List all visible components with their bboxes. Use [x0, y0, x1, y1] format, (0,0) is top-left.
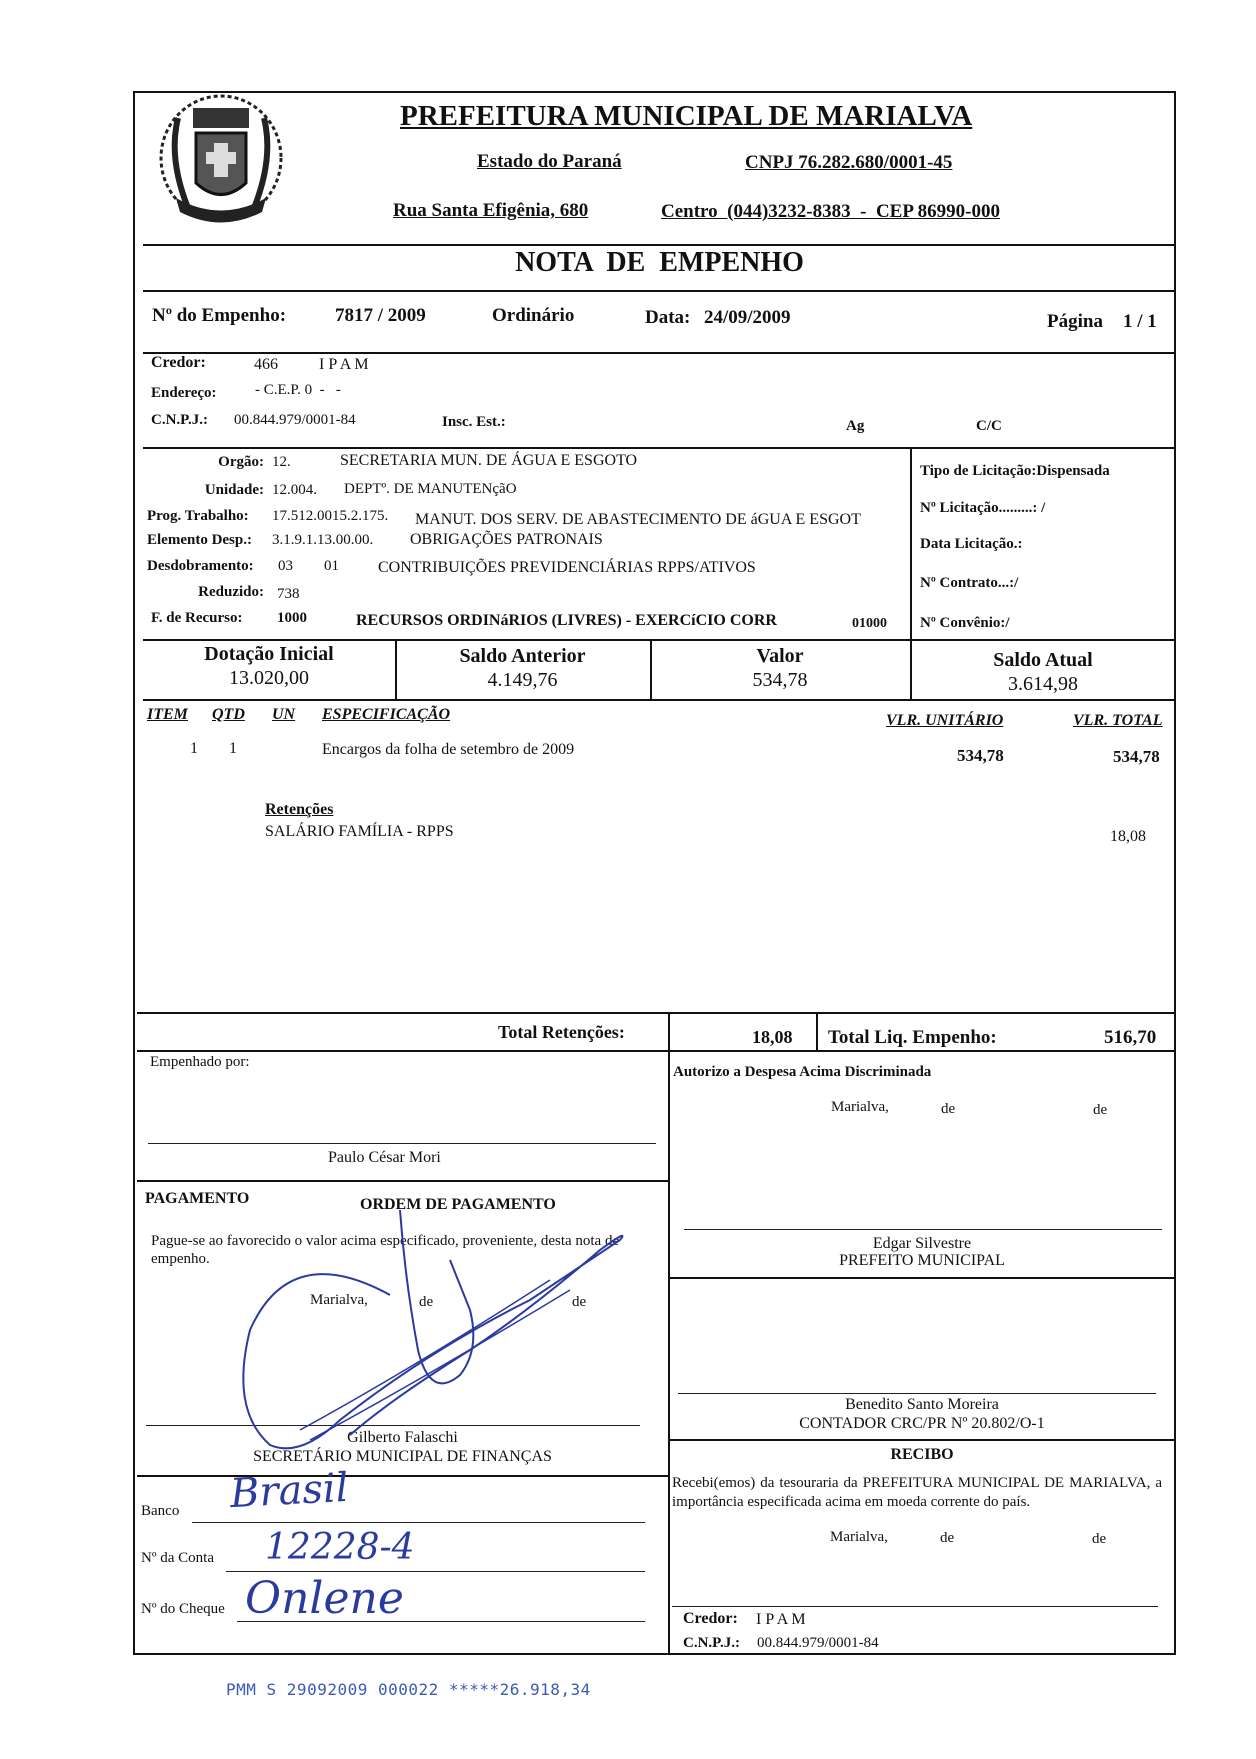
cnpj-header: CNPJ 76.282.680/0001-45	[745, 152, 953, 173]
page-label: Página	[1047, 311, 1103, 332]
col-qtd: QTD	[212, 706, 245, 723]
credor-cnpj: 00.844.979/0001-84	[234, 412, 356, 428]
prefeito-role: PREFEITO MUNICIPAL	[839, 1252, 1005, 1269]
row-item: 1	[190, 740, 198, 757]
retencao-value: 18,08	[1110, 828, 1146, 845]
elemento-code: 3.1.9.1.13.00.00.	[272, 532, 374, 548]
empenho-number-label: Nº do Empenho:	[152, 305, 287, 326]
licitacao-numero: Nº Licitação.........: /	[920, 500, 1046, 516]
prog-trabalho-code: 17.512.0015.2.175.	[272, 508, 389, 524]
col-total-value: VLR. TOTAL	[1073, 712, 1163, 729]
autorizo-label: Autorizo a Despesa Acima Discriminada	[673, 1064, 932, 1080]
saldo-anterior-value: 4.149,76	[487, 669, 558, 691]
cheque-handwritten: Onlene	[245, 1573, 404, 1624]
col-unit-value: VLR. UNITÁRIO	[886, 712, 1004, 729]
total-liq-label: Total Liq. Empenho:	[828, 1027, 997, 1048]
credor-name: I P A M	[319, 356, 369, 373]
col-spec: ESPECIFICAÇÃO	[322, 706, 451, 723]
payment-stamp: PMM S 29092009 000022 *****26.918,34	[226, 1680, 591, 1699]
secretario-role: SECRETÁRIO MUNICIPAL DE FINANÇAS	[253, 1448, 552, 1465]
total-liq-value: 516,70	[1104, 1027, 1157, 1048]
recurso-label: F. de Recurso:	[151, 610, 243, 626]
recibo-title: RECIBO	[890, 1446, 954, 1463]
total-retencoes-value: 18,08	[752, 1027, 793, 1047]
contador-role: CONTADOR CRC/PR Nº 20.802/O-1	[799, 1415, 1045, 1432]
empenho-date-label: Data:	[645, 307, 691, 328]
unidade-code: 12.004.	[272, 482, 317, 498]
pagamento-city: Marialva,	[310, 1292, 368, 1308]
orgao-name: SECRETARIA MUN. DE ÁGUA E ESGOTO	[340, 452, 638, 469]
account-label: C/C	[976, 418, 1002, 434]
licitacao-data: Data Licitação.:	[920, 536, 1023, 552]
credor-label: Credor:	[151, 354, 206, 371]
empenho-date: 24/09/2009	[704, 307, 791, 328]
unidade-label: Unidade:	[204, 482, 264, 498]
municipality-title: PREFEITURA MUNICIPAL DE MARIALVA	[400, 100, 973, 132]
retencao-name: SALÁRIO FAMÍLIA - RPPS	[265, 823, 454, 840]
total-retencoes-label: Total Retenções:	[498, 1022, 625, 1042]
empenho-type: Ordinário	[492, 305, 575, 326]
desdobramento-label: Desdobramento:	[147, 558, 254, 574]
elemento-name: OBRIGAÇÕES PATRONAIS	[410, 531, 603, 548]
saldo-atual-label: Saldo Atual	[993, 649, 1093, 671]
page-number: 1 / 1	[1123, 311, 1157, 332]
col-item: ITEM	[147, 706, 188, 723]
pagamento-text: Pague-se ao favorecido o valor acima especificado, proveniente, desta nota de empenho.	[151, 1233, 620, 1267]
cnpj-label: C.N.P.J.:	[151, 412, 208, 428]
pagamento-de2: de	[572, 1294, 587, 1310]
recurso-suffix: 01000	[852, 616, 887, 631]
desdobramento-name: CONTRIBUIÇÕES PREVIDENCIÁRIAS RPPS/ATIVOS	[378, 559, 756, 576]
address-label: Endereço:	[151, 385, 217, 401]
recibo-de1: de	[940, 1530, 955, 1546]
prog-trabalho-label: Prog. Trabalho:	[147, 508, 249, 524]
state-name: Estado do Paraná	[477, 151, 622, 172]
street-address: Rua Santa Efigênia, 680	[393, 200, 589, 221]
reduzido-value: 738	[277, 586, 300, 602]
licitacao-convenio: Nº Convênio:/	[920, 615, 1010, 631]
recibo-cnpj-label: C.N.P.J.:	[683, 1635, 740, 1651]
elemento-label: Elemento Desp.:	[147, 532, 252, 548]
row-total-value: 534,78	[1113, 747, 1160, 766]
recibo-credor-label: Credor:	[683, 1610, 738, 1627]
pagamento-de1: de	[419, 1294, 434, 1310]
prog-trabalho-name: MANUT. DOS SERV. DE ABASTECIMENTO DE áGUA E ESGOT	[415, 511, 861, 528]
recibo-de2: de	[1092, 1531, 1107, 1547]
autorizo-city: Marialva,	[831, 1099, 889, 1115]
licitacao-tipo: Tipo de Licitação:Dispensada	[920, 463, 1110, 479]
unidade-name: DEPTº. DE MANUTENçãO	[344, 481, 517, 497]
coat-of-arms-logo	[148, 88, 294, 234]
contador-name: Benedito Santo Moreira	[845, 1396, 999, 1413]
empenhado-label: Empenhado por:	[150, 1054, 250, 1070]
orgao-label: Orgão:	[218, 454, 264, 470]
document-title: NOTA DE EMPENHO	[515, 247, 804, 278]
orgao-code: 12.	[272, 454, 291, 470]
signature-scribble	[230, 1200, 650, 1460]
conta-label: Nº da Conta	[141, 1550, 214, 1566]
ordem-pagamento-title: ORDEM DE PAGAMENTO	[360, 1196, 556, 1213]
credor-address: - C.E.P. 0 - -	[255, 382, 341, 398]
recibo-cnpj: 00.844.979/0001-84	[757, 1635, 879, 1651]
pagamento-label: PAGAMENTO	[145, 1190, 250, 1207]
saldo-anterior-label: Saldo Anterior	[459, 645, 586, 667]
empenho-number: 7817 / 2009	[335, 305, 426, 326]
valor-value: 534,78	[752, 669, 808, 691]
row-qtd: 1	[229, 740, 237, 757]
recurso-name: RECURSOS ORDINáRIOS (LIVRES) - EXERCíCIO CORR	[356, 612, 777, 629]
desdobramento-a: 03	[278, 558, 293, 574]
empenhado-name: Paulo César Mori	[328, 1149, 441, 1166]
agency-label: Ag	[846, 418, 865, 434]
prefeito-name: Edgar Silvestre	[872, 1235, 972, 1252]
banco-label: Banco	[141, 1503, 180, 1519]
retencoes-title: Retenções	[265, 801, 334, 818]
row-spec: Encargos da folha de setembro de 2009	[322, 741, 575, 758]
autorizo-de2: de	[1093, 1102, 1108, 1118]
recibo-credor: I P A M	[756, 1611, 806, 1628]
cheque-label: Nº do Cheque	[141, 1601, 225, 1617]
district-phone-cep: Centro (044)3232-8383 - CEP 86990-000	[661, 201, 1000, 222]
reduzido-label: Reduzido:	[198, 584, 264, 600]
col-un: UN	[272, 706, 296, 723]
row-unit-value: 534,78	[957, 746, 1004, 765]
autorizo-de1: de	[941, 1101, 956, 1117]
valor-label: Valor	[756, 645, 804, 667]
recurso-code: 1000	[277, 610, 307, 626]
desdobramento-b: 01	[324, 558, 339, 574]
credor-code: 466	[254, 356, 278, 373]
dotacao-label: Dotação Inicial	[204, 643, 334, 665]
banco-handwritten: Brasil	[228, 1464, 350, 1518]
secretario-name: Gilberto Falaschi	[347, 1429, 458, 1446]
conta-handwritten: 12228-4	[265, 1527, 415, 1568]
dotacao-value: 13.020,00	[229, 667, 309, 689]
recibo-city: Marialva,	[830, 1529, 888, 1545]
saldo-atual-value: 3.614,98	[1008, 673, 1078, 695]
insc-est-label: Insc. Est.:	[442, 414, 506, 430]
licitacao-contrato: Nº Contrato...:/	[920, 575, 1019, 591]
recibo-text: Recebi(emos) da tesouraria da PREFEITURA MUNICIPAL DE MARIALVA, a importância especificada acima em moeda corrente do país.	[672, 1475, 1162, 1510]
